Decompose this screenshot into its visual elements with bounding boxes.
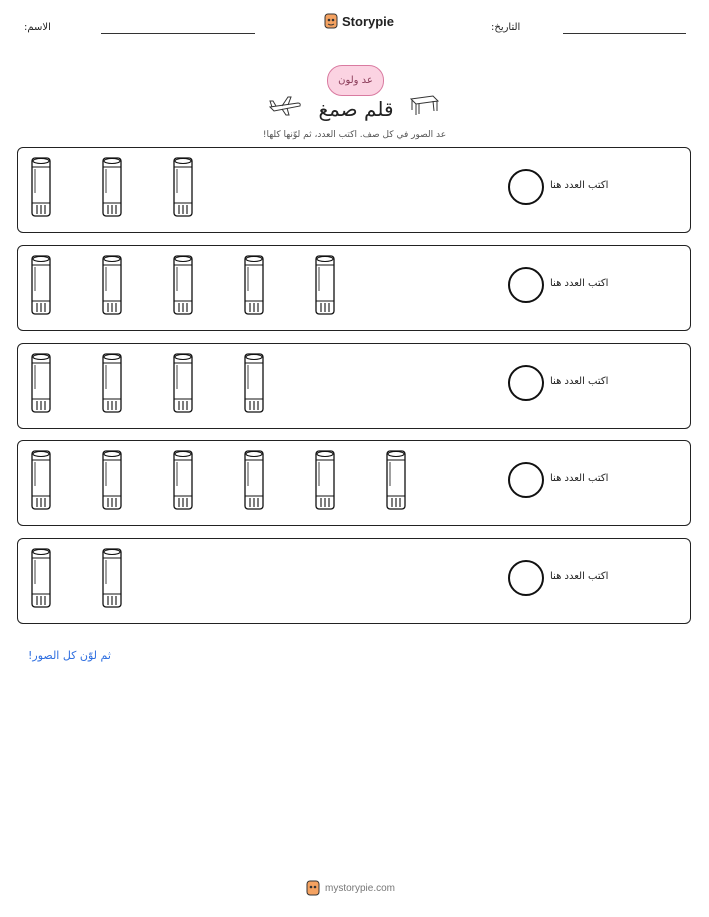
- glue-stick-icon: [173, 255, 193, 315]
- footer: [306, 880, 395, 896]
- glue-stick-icon: [31, 157, 51, 217]
- answer-circle[interactable]: [508, 365, 544, 401]
- answer-circle[interactable]: [508, 462, 544, 498]
- name-label: الاسم:: [24, 22, 51, 33]
- write-number-label: اكتب العدد هنا: [550, 278, 609, 289]
- storypie-mascot-icon: [324, 13, 338, 29]
- glue-stick-icon: [315, 255, 335, 315]
- date-label: التاريخ:: [491, 22, 521, 33]
- activity-badge: عد ولون: [327, 65, 384, 96]
- glue-stick-icon: [31, 450, 51, 510]
- glue-stick-icon: [102, 157, 122, 217]
- glue-stick-icon: [173, 157, 193, 217]
- glue-stick-icon: [244, 255, 264, 315]
- glue-stick-icon: [386, 450, 406, 510]
- storypie-mascot-icon: [306, 880, 320, 896]
- answer-circle[interactable]: [508, 560, 544, 596]
- glue-stick-icon: [315, 450, 335, 510]
- brand-logo: [324, 13, 394, 29]
- write-number-label: اكتب العدد هنا: [550, 571, 609, 582]
- glue-stick-icon: [31, 353, 51, 413]
- instructions: عد الصور في كل صف. اكتب العدد، ثم لوّنها كلها!: [262, 130, 447, 140]
- glue-stick-icon: [102, 353, 122, 413]
- write-number-label: اكتب العدد هنا: [550, 376, 609, 387]
- answer-circle[interactable]: [508, 169, 544, 205]
- date-line[interactable]: [563, 33, 686, 34]
- glue-stick-icon: [102, 255, 122, 315]
- glue-stick-icon: [102, 450, 122, 510]
- glue-stick-icon: [31, 548, 51, 608]
- glue-stick-icon: [173, 450, 193, 510]
- coloring-note: ثم لوّن كل الصور!: [28, 649, 111, 662]
- write-number-label: اكتب العدد هنا: [550, 180, 609, 191]
- glue-stick-icon: [244, 353, 264, 413]
- write-number-label: اكتب العدد هنا: [550, 473, 609, 484]
- footer-url[interactable]: mystorypie.com: [325, 882, 396, 894]
- answer-circle[interactable]: [508, 267, 544, 303]
- worksheet-title: قلم صمغ: [318, 97, 394, 121]
- glue-stick-icon: [31, 255, 51, 315]
- glue-stick-icon: [102, 548, 122, 608]
- glue-stick-icon: [244, 450, 264, 510]
- airplane-icon: [268, 95, 302, 117]
- name-line[interactable]: [101, 33, 255, 34]
- brand-name: Storypie: [342, 13, 395, 29]
- table-icon: [408, 93, 440, 117]
- glue-stick-icon: [173, 353, 193, 413]
